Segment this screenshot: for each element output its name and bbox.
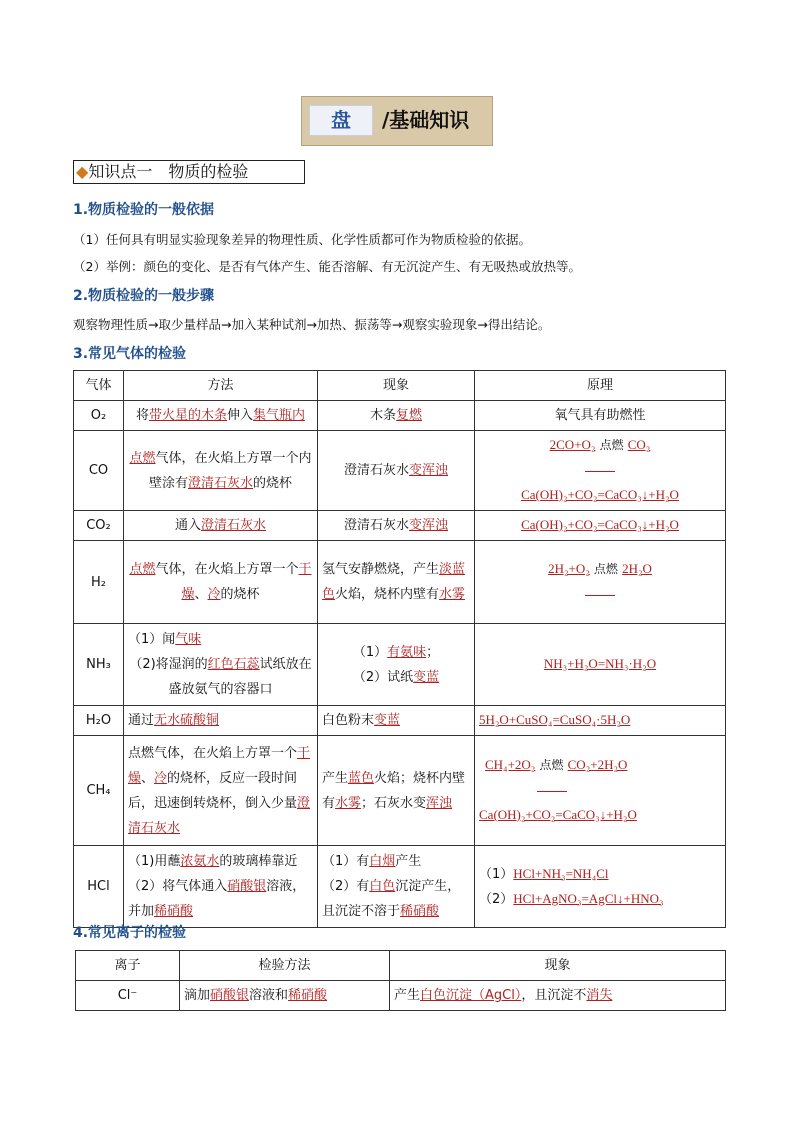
answer-blank: 蓝色 (348, 770, 375, 786)
gas-cell: CO (74, 431, 124, 511)
gas-cell: O₂ (74, 401, 124, 431)
knowledge-point-label: 知识点一 物质的检验 (88, 162, 249, 181)
principle-cell (475, 541, 726, 624)
text: （1）闻 (128, 632, 176, 647)
text: 通过 (128, 713, 155, 728)
answer-blank: 有氨味 (387, 644, 427, 660)
diamond-icon: ◆ (76, 162, 89, 181)
text: 木条 (369, 408, 396, 423)
text: 产生 (322, 770, 349, 786)
header-cell: 离子 (76, 951, 180, 981)
method-cell (124, 706, 318, 736)
principle-cell (475, 736, 726, 846)
formula: 2H₂O (622, 561, 652, 576)
formula: Ca(OH)₂+CO₂=CaCO₃↓+H₂O (521, 517, 679, 532)
answer-blank: 冷 (207, 587, 221, 602)
text: 澄清石灰水 (343, 463, 409, 478)
table-row-co2 (74, 511, 726, 541)
text: 溶液和 (249, 988, 289, 1003)
answer-blank: 白色沉淀（AgCl） (420, 988, 522, 1003)
formula: CO₂+2H₂O (567, 757, 628, 772)
text: 火焰；烧杯内壁有 (322, 770, 466, 811)
formula: NH₃+H₂O=NH₃·H₂O (543, 656, 657, 671)
observation-cell (318, 541, 475, 624)
header-cell: 现象 (318, 371, 475, 401)
answer-blank: 干燥 (181, 562, 312, 602)
answer-blank: 澄清石灰水 (187, 475, 253, 491)
heading-2: 2.物质检验的一般步骤 (73, 288, 215, 304)
principle-cell (475, 624, 726, 706)
answer-blank: 复燃 (396, 408, 423, 423)
answer-blank: 变蓝 (374, 713, 401, 728)
table-header-row (74, 371, 726, 401)
text: （1）有 (322, 854, 370, 869)
gas-cell: H₂ (74, 541, 124, 624)
text: 通入 (174, 518, 201, 533)
text: ，且沉淀不 (521, 988, 587, 1003)
text: 产生 (395, 854, 422, 869)
section-badge (301, 96, 493, 146)
heading-3: 3.常见气体的检验 (73, 346, 187, 362)
table-row-h2o (74, 706, 726, 736)
formula: 5H₂O+CuSO₄=CuSO₄·5H₂O (479, 712, 631, 727)
gas-cell: CO₂ (74, 511, 124, 541)
badge-label: 盘 (309, 105, 373, 136)
method-cell (124, 624, 318, 706)
observation-cell (318, 511, 475, 541)
s2-paragraph-1: 观察物理性质→取少量样品→加入某种试剂→加热、振荡等→观察实验现象→得出结论。 (73, 317, 551, 332)
answer-blank: 集气瓶内 (253, 408, 306, 423)
answer-line (537, 790, 567, 792)
formula: HCl+AgNO₃=AgCl↓+HNO₃ (513, 890, 664, 906)
answer-blank: 澄清石灰水 (128, 795, 311, 836)
method-cell (124, 431, 318, 511)
observation-cell (318, 431, 475, 511)
method-cell (124, 541, 318, 624)
text: 试纸放在盛放氨气的容器口 (168, 657, 312, 697)
answer-blank: 水雾 (439, 587, 466, 602)
answer-blank: 红色石蕊 (207, 657, 260, 672)
table-row-ch4 (74, 736, 726, 846)
answer-blank: 变浑浊 (409, 463, 449, 478)
answer-blank: 气味 (175, 632, 202, 647)
text: 火焰，烧杯内壁有 (335, 587, 440, 602)
ion-cell: Cl⁻ (76, 981, 180, 1011)
reaction-condition: 点燃 (539, 758, 564, 772)
gas-cell: NH₃ (74, 624, 124, 706)
answer-blank: 稀硝酸 (154, 904, 194, 919)
text: 白色粉末 (322, 713, 375, 728)
text: （2)将湿润的 (129, 657, 208, 672)
table-row-hcl (74, 846, 726, 928)
reaction-condition: 点燃 (593, 562, 618, 576)
text: 气体，在火焰上方罩一个内壁涂有 (148, 450, 312, 491)
text: （2）有 (322, 879, 370, 894)
gas-test-table (73, 370, 726, 928)
answer-blank: 淡蓝色 (322, 562, 466, 602)
method-cell (124, 511, 318, 541)
answer-blank: 硝酸银 (227, 879, 267, 894)
s1-paragraph-1: （1）任何具有明显实验现象差异的物理性质、化学性质都可作为物质检验的依据。 (73, 232, 531, 247)
table-header-row (76, 951, 726, 981)
header-cell: 检验方法 (180, 951, 390, 981)
answer-blank: 浓氨水 (180, 854, 220, 869)
text: ； (426, 644, 440, 660)
answer-blank: 水雾 (335, 795, 362, 811)
section-title: /基础知识 (382, 108, 470, 132)
principle-cell (475, 706, 726, 736)
formula: CH₄+2O₂ (485, 757, 536, 772)
text: 溶液，并加 (128, 879, 306, 919)
text: 的烧杯 (220, 587, 260, 602)
principle-cell: 氧气具有助燃性 (475, 401, 726, 431)
answer-blank: 变蓝 (413, 669, 440, 685)
text: （1)用蘸 (128, 854, 181, 869)
answer-blank: 点燃 (129, 450, 156, 466)
method-cell (124, 846, 318, 928)
answer-blank: 带火星的木条 (148, 408, 227, 423)
answer-blank: 消失 (586, 988, 613, 1003)
text: 的烧杯，反应一段时间后，迅速倒转烧杯，倒入少量 (128, 770, 298, 811)
observation-cell (390, 981, 726, 1011)
answer-blank: 稀硝酸 (400, 904, 440, 919)
gas-cell: HCl (74, 846, 124, 928)
text: 将 (135, 408, 149, 423)
observation-cell (318, 846, 475, 928)
text: （2）试纸 (352, 669, 414, 685)
observation-cell (318, 736, 475, 846)
formula: HCl+NH₃=NH₄Cl (513, 865, 609, 881)
table-row-cl (76, 981, 726, 1011)
table-row-h2 (74, 541, 726, 624)
text: ；石灰水变 (361, 795, 427, 811)
text: 气体，在火焰上方罩一个 (155, 562, 299, 577)
formula: CO₂ (627, 437, 651, 452)
observation-cell (318, 706, 475, 736)
answer-blank: 干燥 (128, 745, 311, 786)
gas-cell: CH₄ (74, 736, 124, 846)
text: 沉淀产生，且沉淀不溶于 (322, 879, 461, 919)
answer-line (585, 470, 615, 472)
text: 的烧杯 (253, 475, 293, 491)
table-row-co (74, 431, 726, 511)
answer-blank: 点燃 (129, 562, 156, 577)
text: 伸入 (227, 408, 254, 423)
knowledge-point-box (73, 160, 305, 184)
principle-cell (475, 431, 726, 511)
formula: Ca(OH)₂+CO₂=CaCO₃↓+H₂O (521, 487, 679, 502)
answer-blank: 白色 (369, 879, 396, 894)
formula: 2H₂+O₂ (548, 561, 590, 576)
text: 、 (194, 587, 208, 602)
header-cell: 原理 (475, 371, 726, 401)
text: 点燃气体，在火焰上方罩一个 (128, 745, 298, 761)
s1-paragraph-2: （2）举例：颜色的变化、是否有气体产生、能否溶解、有无沉淀产生、有无吸热或放热等。 (73, 259, 581, 274)
gas-cell: H₂O (74, 706, 124, 736)
principle-cell (475, 846, 726, 928)
answer-blank: 浑浊 (426, 795, 453, 811)
text: 的玻璃棒靠近 (219, 854, 298, 869)
answer-blank: 冷 (154, 770, 168, 786)
method-cell (124, 401, 318, 431)
observation-cell (318, 401, 475, 431)
text: （2）将气体通入 (128, 879, 228, 894)
method-cell (180, 981, 390, 1011)
answer-blank: 变浑浊 (409, 518, 449, 533)
text: 滴加 (184, 988, 211, 1003)
observation-cell (318, 624, 475, 706)
text: 澄清石灰水 (343, 518, 409, 533)
answer-blank: 硝酸银 (210, 988, 250, 1003)
answer-line (585, 594, 615, 596)
ion-test-table (75, 950, 726, 1011)
answer-blank: 无水硫酸铜 (154, 713, 220, 728)
text: （1） (352, 644, 388, 660)
formula: 2CO+O₂ (549, 437, 596, 452)
text: （1） (479, 866, 514, 882)
table-row-o2 (74, 401, 726, 431)
text: 产生 (394, 988, 421, 1003)
formula: Ca(OH)₂+CO₂=CaCO₃↓+H₂O (479, 807, 637, 822)
text: 氢气安静燃烧，产生 (322, 562, 440, 577)
text: （2） (479, 891, 514, 907)
principle-cell (475, 511, 726, 541)
answer-blank: 白烟 (369, 854, 396, 869)
table-row-nh3 (74, 624, 726, 706)
answer-blank: 稀硝酸 (288, 988, 328, 1003)
header-cell: 方法 (124, 371, 318, 401)
text: 、 (141, 770, 155, 786)
header-cell: 现象 (390, 951, 726, 981)
reaction-condition: 点燃 (599, 438, 624, 452)
heading-1: 1.物质检验的一般依据 (73, 202, 215, 218)
method-cell (124, 736, 318, 846)
answer-blank: 澄清石灰水 (201, 518, 267, 533)
header-cell: 气体 (74, 371, 124, 401)
heading-4: 4.常见离子的检验 (73, 925, 187, 941)
